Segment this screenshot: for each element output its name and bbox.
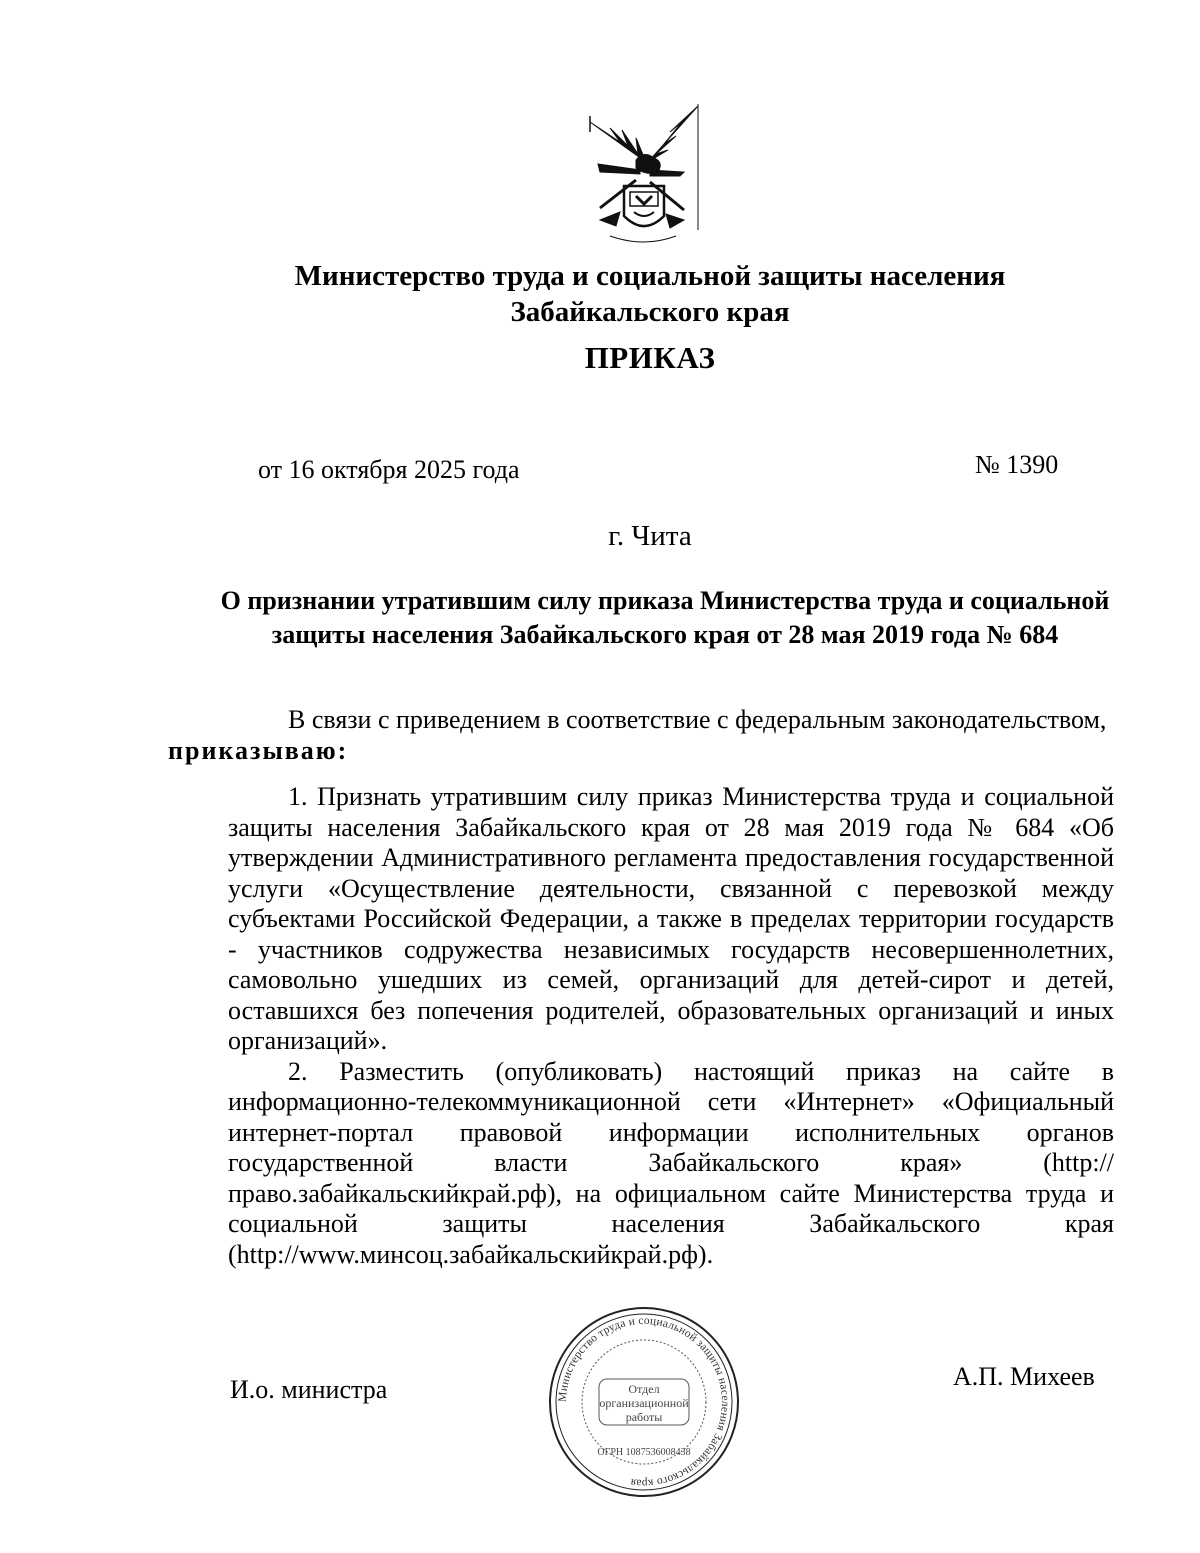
ministry-name-line1: Министерство труда и социальной защиты населения xyxy=(294,260,1006,292)
preamble-text: В связи с приведением в соответствие с федеральным законодательством, xyxy=(288,705,1107,734)
order-subject xyxy=(210,584,1120,652)
signer-name: А.П. Михеев xyxy=(953,1362,1095,1391)
order-subject-line2: защиты населения Забайкальского края от 28 мая 2019 года № 684 xyxy=(271,620,1059,649)
order-item-1: 1. Признать утратившим силу приказ Министерства труда и социальной защиты населения Забайкальского края от 28 мая 2019 года № 684 «Об утверждении Административного регламента предоставления государственной услуги «Осуществление деятельности, связанной с перевозкой между субъектами Российской Федерации, а также в пределах территории государств - участников содружества независимых государств несовершеннолетних, самовольно ушедших из семей, организаций для детей-сирот и детей, оставшихся без попечения родителей, образовательных организаций и иных организаций». xyxy=(228,782,1114,1055)
preamble xyxy=(168,705,1114,766)
order-subject-line1: О признании утратившим силу приказа Министерства труда и социальной xyxy=(220,586,1110,615)
city: г. Чита xyxy=(608,520,692,552)
ministry-name xyxy=(200,258,1100,330)
signer-title: И.о. министра xyxy=(230,1375,388,1404)
order-item-2: 2. Разместить (опубликовать) настоящий приказ на сайте в информационно-телекоммуникационной сети «Интернет» «Официальный интернет-портал правовой информации исполнительных органов государственной власти Забайкальского края» (http://право.забайкальскийкрай.рф), на официальном сайте Министерства труда и социальной защиты населения Забайкальского края (http://www.минсоц.забайкальскийкрай.рф). xyxy=(228,1056,1114,1269)
order-number: № 1390 xyxy=(975,450,1059,479)
coat-of-arms-icon xyxy=(580,102,704,248)
order-verb: приказываю: xyxy=(168,735,349,765)
stamp-center-line1: Отдел xyxy=(628,1382,660,1396)
ministry-name-line2: Забайкальского края xyxy=(510,296,790,328)
stamp-center-line3: работы xyxy=(625,1410,663,1424)
order-date: от 16 октября 2025 года xyxy=(258,455,520,484)
stamp-center-line2: организационной xyxy=(599,1396,689,1410)
stamp-ogrn: ОГРН 1087536008438 xyxy=(597,1447,691,1458)
stamp-ring-text: Министерство труда и социальной защиты населения Забайкальского края xyxy=(556,1314,732,1490)
official-stamp xyxy=(547,1305,741,1499)
document-type: ПРИКАЗ xyxy=(584,340,716,375)
order-body xyxy=(168,705,1114,1270)
